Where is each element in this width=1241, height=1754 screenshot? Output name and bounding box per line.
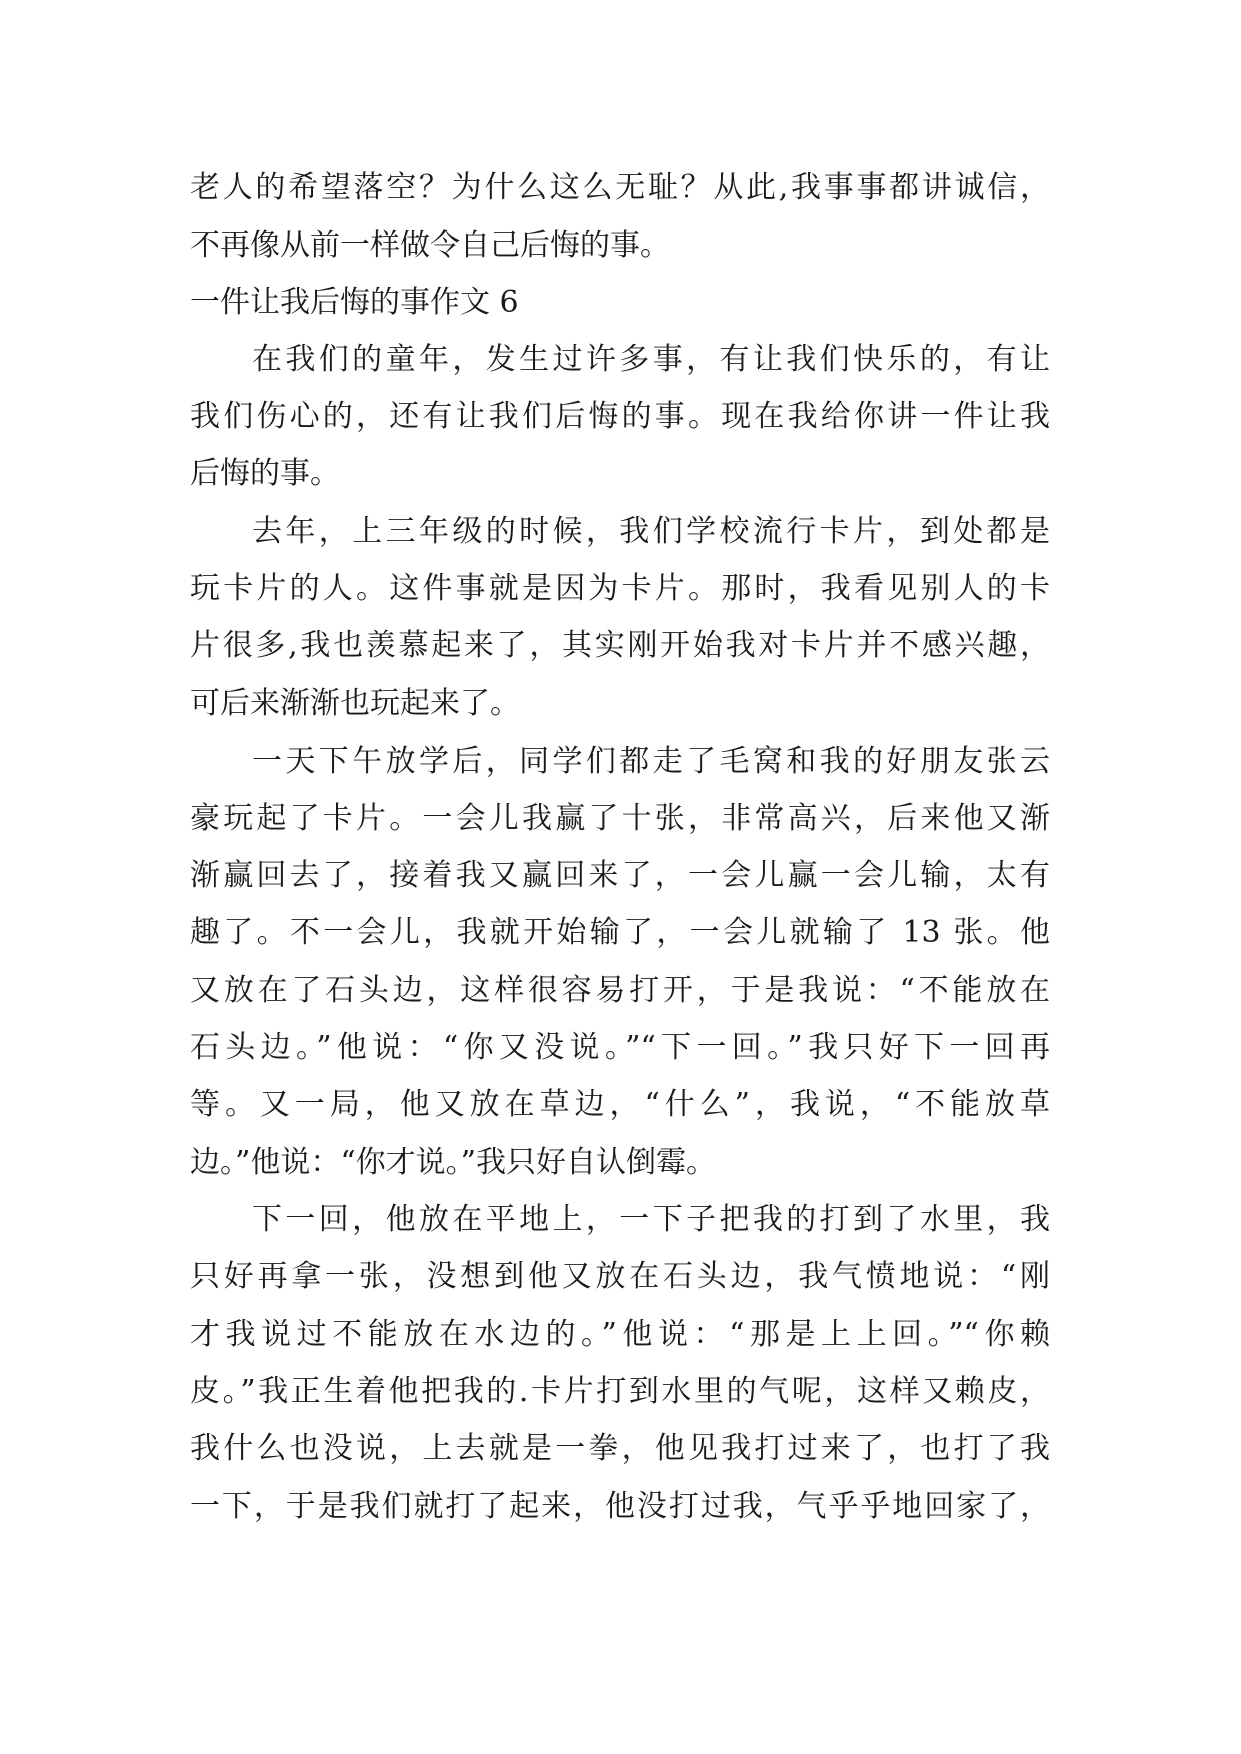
text-line xyxy=(0,1257,1241,1297)
text-line xyxy=(0,569,1241,609)
text-line xyxy=(0,913,1241,953)
text-line-content: 又放在了石头边，这样很容易打开，于是我说：“不能放在 xyxy=(190,973,1050,1008)
text-line-content: 在我们的童年，发生过许多事，有让我们快乐的，有让 xyxy=(252,342,1050,377)
text-line-content: 去年，上三年级的时候，我们学校流行卡片，到处都是 xyxy=(252,514,1050,549)
section-heading xyxy=(0,283,1241,323)
text-line-content: 玩卡片的人。这件事就是因为卡片。那时，我看见别人的卡 xyxy=(190,571,1050,606)
text-line xyxy=(0,226,1241,266)
text-line xyxy=(0,971,1241,1011)
text-line-content: 不再像从前一样做令自己后悔的事。 xyxy=(190,228,670,263)
paragraph-first-line xyxy=(0,340,1241,380)
section-heading-text: 一件让我后悔的事作文 6 xyxy=(190,285,519,320)
paragraph-first-line xyxy=(0,1200,1241,1240)
text-line xyxy=(0,626,1241,666)
text-line-content: 豪玩起了卡片。一会儿我赢了十张，非常高兴，后来他又渐 xyxy=(190,801,1050,836)
text-line xyxy=(0,684,1241,724)
text-line xyxy=(0,1429,1241,1469)
text-line-content: 下一回，他放在平地上，一下子把我的打到了水里，我 xyxy=(252,1202,1050,1237)
text-line xyxy=(0,1315,1241,1355)
text-line-content: 片很多,我也羡慕起来了，其实刚开始我对卡片并不感兴趣， xyxy=(190,628,1050,663)
text-line xyxy=(0,168,1241,208)
text-line-content: 老人的希望落空？为什么这么无耻？从此,我事事都讲诚信， xyxy=(190,170,1050,205)
text-line xyxy=(0,1085,1241,1125)
text-line xyxy=(0,1028,1241,1068)
text-line-content: 后悔的事。 xyxy=(190,456,340,491)
text-line-content: 渐赢回去了，接着我又赢回来了，一会儿赢一会儿输，太有 xyxy=(190,858,1050,893)
text-line-content: 可后来渐渐也玩起来了。 xyxy=(190,686,520,721)
text-line-content: 边。”他说：“你才说。”我只好自认倒霉。 xyxy=(190,1145,717,1180)
text-line xyxy=(0,856,1241,896)
text-line-content: 一天下午放学后，同学们都走了毛窝和我的好朋友张云 xyxy=(252,744,1050,779)
text-line-content: 才我说过不能放在水边的。”他说：“那是上上回。”“你赖 xyxy=(190,1317,1050,1352)
text-line-content: 我什么也没说，上去就是一拳，他见我打过来了，也打了我 xyxy=(190,1431,1050,1466)
text-line xyxy=(0,454,1241,494)
text-line xyxy=(0,1143,1241,1183)
text-line xyxy=(0,397,1241,437)
paragraph-first-line xyxy=(0,742,1241,782)
text-line-content: 石头边。”他说：“你又没说。”“下一回。”我只好下一回再 xyxy=(190,1030,1050,1065)
paragraph-first-line xyxy=(0,512,1241,552)
text-line xyxy=(0,799,1241,839)
text-line-content: 趣了。不一会儿，我就开始输了，一会儿就输了 13 张。他 xyxy=(190,915,1050,950)
text-line-content: 我们伤心的，还有让我们后悔的事。现在我给你讲一件让我 xyxy=(190,399,1050,434)
text-line-content: 皮。”我正生着他把我的.卡片打到水里的气呢，这样又赖皮， xyxy=(190,1374,1050,1409)
text-line xyxy=(0,1487,1241,1527)
text-line xyxy=(0,1372,1241,1412)
text-line-content: 等。又一局，他又放在草边，“什么”，我说，“不能放草 xyxy=(190,1087,1050,1122)
text-line-content: 一下，于是我们就打了起来，他没打过我，气乎乎地回家了， xyxy=(190,1489,1050,1524)
text-line-content: 只好再拿一张，没想到他又放在石头边，我气愤地说：“刚 xyxy=(190,1259,1050,1294)
